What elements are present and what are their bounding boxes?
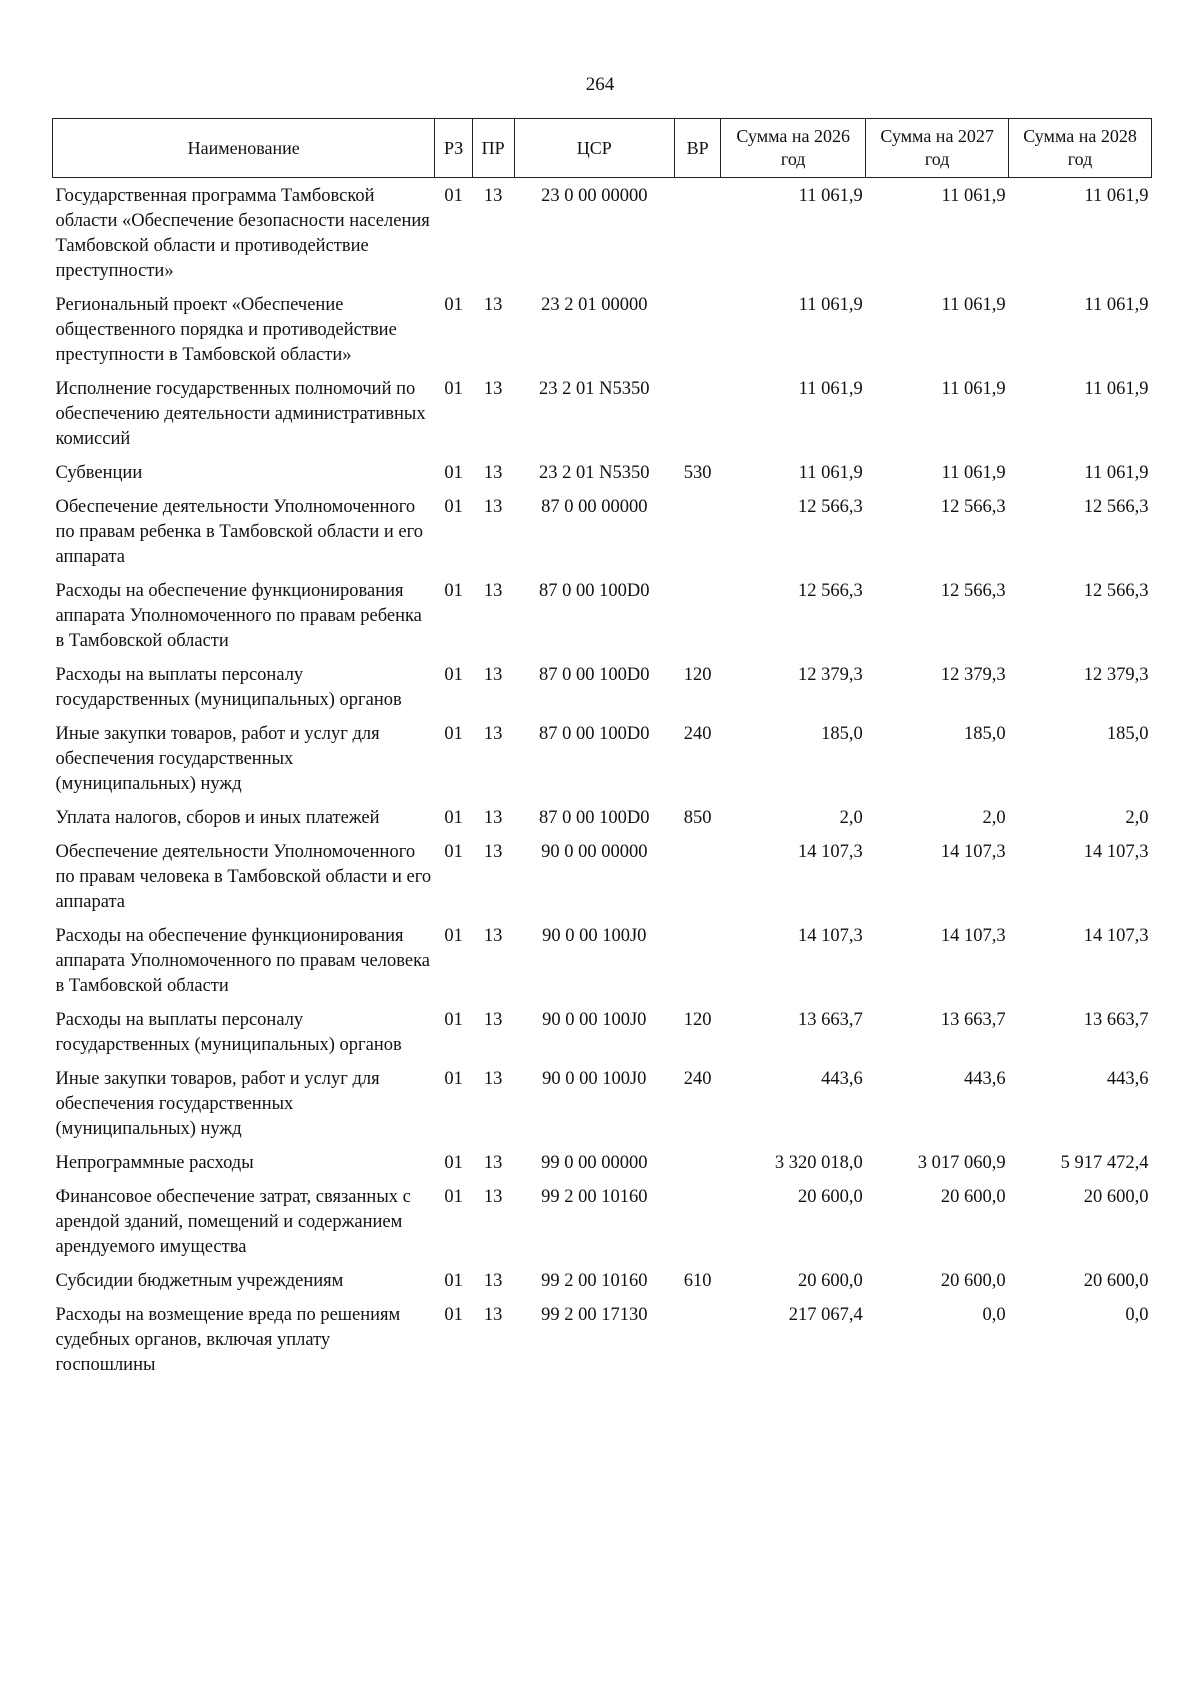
header-sum-2027: Сумма на 2027 год xyxy=(866,119,1009,178)
table-row xyxy=(53,371,1152,455)
row-csr: 90 0 00 100J0 xyxy=(542,1010,647,1030)
header-sum-2028: Сумма на 2028 год xyxy=(1009,119,1152,178)
row-name: Расходы на обеспечение функционирования аппарата Уполномоченного по правам ребенка в Тамбовской области xyxy=(55,581,422,651)
row-sum-2026: 443,6 xyxy=(821,1069,863,1089)
row-sum-2027: 12 566,3 xyxy=(940,581,1006,601)
row-rz: 01 xyxy=(444,581,463,601)
row-rz: 01 xyxy=(444,186,463,206)
row-sum-2027: 3 017 060,9 xyxy=(917,1153,1006,1173)
row-rz: 01 xyxy=(444,1187,463,1207)
row-csr: 23 2 01 N5350 xyxy=(539,379,650,399)
table-row xyxy=(53,489,1152,573)
table-row xyxy=(53,834,1152,918)
row-vr xyxy=(675,834,721,918)
row-name: Расходы на обеспечение функционирования аппарата Уполномоченного по правам человека в Тамбовской области xyxy=(55,926,430,996)
table-row xyxy=(53,1263,1152,1297)
row-rz: 01 xyxy=(444,1010,463,1030)
row-csr: 99 2 00 17130 xyxy=(541,1305,648,1325)
row-csr: 87 0 00 100D0 xyxy=(539,665,650,685)
row-pr: 13 xyxy=(483,1187,503,1207)
row-name: Расходы на выплаты персоналу государственных (муниципальных) органов xyxy=(55,665,402,710)
table-row xyxy=(53,800,1152,834)
row-rz: 01 xyxy=(444,463,463,483)
row-sum-2027: 12 379,3 xyxy=(940,665,1006,685)
row-sum-2026: 13 663,7 xyxy=(797,1010,863,1030)
row-vr xyxy=(675,1145,721,1179)
row-sum-2028: 2,0 xyxy=(1125,808,1149,828)
row-vr: 120 xyxy=(683,665,712,685)
row-sum-2026: 11 061,9 xyxy=(798,463,863,483)
row-sum-2028: 13 663,7 xyxy=(1083,1010,1149,1030)
row-csr: 99 0 00 00000 xyxy=(541,1153,648,1173)
row-sum-2026: 12 379,3 xyxy=(797,665,863,685)
table-row xyxy=(53,1145,1152,1179)
row-sum-2028: 14 107,3 xyxy=(1083,842,1149,862)
row-sum-2026: 185,0 xyxy=(821,724,863,744)
row-sum-2026: 217 067,4 xyxy=(788,1305,863,1325)
row-sum-2027: 13 663,7 xyxy=(940,1010,1006,1030)
table-row xyxy=(53,573,1152,657)
row-pr: 13 xyxy=(483,1153,503,1173)
row-sum-2026: 11 061,9 xyxy=(798,186,863,206)
row-sum-2028: 20 600,0 xyxy=(1083,1271,1149,1291)
row-csr: 87 0 00 100D0 xyxy=(539,724,650,744)
table-row xyxy=(53,455,1152,489)
row-vr: 240 xyxy=(683,1069,712,1089)
row-name: Иные закупки товаров, работ и услуг для обеспечения государственных (муниципальных) нужд xyxy=(55,1069,380,1139)
row-csr: 23 2 01 00000 xyxy=(541,295,648,315)
row-sum-2028: 5 917 472,4 xyxy=(1060,1153,1149,1173)
row-vr xyxy=(675,1297,721,1382)
row-name: Субвенции xyxy=(55,463,143,483)
row-pr: 13 xyxy=(483,724,503,744)
row-pr: 13 xyxy=(483,808,503,828)
row-name: Государственная программа Тамбовской области «Обеспечение безопасности населения Тамбовской области и противодействие преступности» xyxy=(55,186,430,281)
table-row xyxy=(53,287,1152,371)
row-pr: 13 xyxy=(483,926,503,946)
row-pr: 13 xyxy=(483,379,503,399)
row-sum-2026: 14 107,3 xyxy=(797,926,863,946)
budget-table xyxy=(52,118,1152,1382)
row-sum-2028: 11 061,9 xyxy=(1084,463,1149,483)
row-sum-2026: 14 107,3 xyxy=(797,842,863,862)
table-row xyxy=(53,178,1152,288)
row-vr: 850 xyxy=(683,808,712,828)
row-name: Уплата налогов, сборов и иных платежей xyxy=(55,808,380,828)
row-pr: 13 xyxy=(483,842,503,862)
row-csr: 87 0 00 100D0 xyxy=(539,581,650,601)
row-vr: 120 xyxy=(683,1010,712,1030)
row-name: Исполнение государственных полномочий по обеспечению деятельности административных комиссий xyxy=(55,379,426,449)
row-sum-2026: 3 320 018,0 xyxy=(774,1153,863,1173)
table-row xyxy=(53,716,1152,800)
row-sum-2028: 443,6 xyxy=(1106,1069,1149,1089)
row-vr xyxy=(675,371,721,455)
row-rz: 01 xyxy=(444,808,463,828)
row-sum-2028: 185,0 xyxy=(1106,724,1149,744)
row-csr: 99 2 00 10160 xyxy=(541,1187,648,1207)
row-sum-2028: 11 061,9 xyxy=(1084,186,1149,206)
row-sum-2028: 12 566,3 xyxy=(1083,497,1149,517)
row-sum-2028: 11 061,9 xyxy=(1084,379,1149,399)
row-sum-2027: 14 107,3 xyxy=(940,926,1006,946)
row-rz: 01 xyxy=(444,1153,463,1173)
table-header xyxy=(53,119,1152,178)
row-vr xyxy=(675,287,721,371)
row-sum-2028: 20 600,0 xyxy=(1083,1187,1149,1207)
table-row xyxy=(53,1179,1152,1263)
row-csr: 90 0 00 100J0 xyxy=(542,1069,647,1089)
row-name: Региональный проект «Обеспечение общественного порядка и противодействие преступности в Тамбовской области» xyxy=(55,295,397,365)
row-sum-2027: 443,6 xyxy=(963,1069,1006,1089)
table-row xyxy=(53,918,1152,1002)
row-rz: 01 xyxy=(444,926,463,946)
row-sum-2027: 185,0 xyxy=(963,724,1006,744)
table-row xyxy=(53,657,1152,716)
row-sum-2026: 2,0 xyxy=(839,808,863,828)
row-sum-2027: 11 061,9 xyxy=(941,379,1006,399)
row-csr: 90 0 00 00000 xyxy=(541,842,648,862)
header-sum-2026: Сумма на 2026 год xyxy=(721,119,866,178)
row-sum-2028: 14 107,3 xyxy=(1083,926,1149,946)
row-rz: 01 xyxy=(444,1305,463,1325)
row-vr xyxy=(675,918,721,1002)
row-csr: 99 2 00 10160 xyxy=(541,1271,648,1291)
row-pr: 13 xyxy=(483,497,503,517)
page-number: 264 xyxy=(585,74,615,95)
row-rz: 01 xyxy=(444,497,463,517)
row-pr: 13 xyxy=(483,186,503,206)
row-sum-2027: 12 566,3 xyxy=(940,497,1006,517)
row-rz: 01 xyxy=(444,379,463,399)
row-csr: 23 0 00 00000 xyxy=(541,186,648,206)
row-sum-2027: 20 600,0 xyxy=(940,1187,1006,1207)
row-vr: 530 xyxy=(683,463,712,483)
row-pr: 13 xyxy=(483,1069,503,1089)
row-rz: 01 xyxy=(444,1271,463,1291)
row-pr: 13 xyxy=(483,665,503,685)
row-name: Обеспечение деятельности Уполномоченного по правам ребенка в Тамбовской области и его аппарата xyxy=(55,497,423,567)
header-name: Наименование xyxy=(53,119,435,178)
row-name: Непрограммные расходы xyxy=(55,1153,254,1173)
row-sum-2027: 20 600,0 xyxy=(940,1271,1006,1291)
row-pr: 13 xyxy=(483,1271,503,1291)
row-rz: 01 xyxy=(444,724,463,744)
row-pr: 13 xyxy=(483,1305,503,1325)
row-pr: 13 xyxy=(483,463,503,483)
row-rz: 01 xyxy=(444,295,463,315)
row-sum-2026: 20 600,0 xyxy=(797,1187,863,1207)
row-rz: 01 xyxy=(444,1069,463,1089)
row-sum-2027: 14 107,3 xyxy=(940,842,1006,862)
row-sum-2027: 2,0 xyxy=(982,808,1006,828)
row-name: Расходы на выплаты персоналу государственных (муниципальных) органов xyxy=(55,1010,402,1055)
row-sum-2028: 11 061,9 xyxy=(1084,295,1149,315)
table-body xyxy=(53,178,1152,1383)
header-vr: ВР xyxy=(675,119,721,178)
row-name: Обеспечение деятельности Уполномоченного по правам человека в Тамбовской области и его аппарата xyxy=(55,842,432,912)
row-pr: 13 xyxy=(483,581,503,601)
row-rz: 01 xyxy=(444,842,463,862)
header-rz: РЗ xyxy=(435,119,472,178)
row-sum-2027: 11 061,9 xyxy=(941,295,1006,315)
row-sum-2026: 20 600,0 xyxy=(797,1271,863,1291)
table-row xyxy=(53,1297,1152,1382)
table-row xyxy=(53,1061,1152,1145)
row-rz: 01 xyxy=(444,665,463,685)
row-csr: 90 0 00 100J0 xyxy=(542,926,647,946)
row-name: Иные закупки товаров, работ и услуг для обеспечения государственных (муниципальных) нужд xyxy=(55,724,380,794)
row-name: Расходы на возмещение вреда по решениям судебных органов, включая уплату госпошлины xyxy=(55,1305,401,1375)
row-sum-2026: 11 061,9 xyxy=(798,295,863,315)
row-pr: 13 xyxy=(483,1010,503,1030)
row-vr xyxy=(675,1179,721,1263)
row-sum-2026: 11 061,9 xyxy=(798,379,863,399)
header-csr: ЦСР xyxy=(514,119,674,178)
row-sum-2027: 11 061,9 xyxy=(941,463,1006,483)
row-vr: 240 xyxy=(683,724,712,744)
row-sum-2027: 0,0 xyxy=(982,1305,1006,1325)
row-sum-2026: 12 566,3 xyxy=(797,581,863,601)
row-name: Финансовое обеспечение затрат, связанных с арендой зданий, помещений и содержанием арендуемого имущества xyxy=(55,1187,411,1257)
row-sum-2027: 11 061,9 xyxy=(941,186,1006,206)
row-pr: 13 xyxy=(483,295,503,315)
row-sum-2026: 12 566,3 xyxy=(797,497,863,517)
row-vr xyxy=(675,573,721,657)
row-vr: 610 xyxy=(683,1271,712,1291)
row-vr xyxy=(675,178,721,288)
row-csr: 87 0 00 100D0 xyxy=(539,808,650,828)
table-row xyxy=(53,1002,1152,1061)
row-csr: 87 0 00 00000 xyxy=(541,497,648,517)
row-csr: 23 2 01 N5350 xyxy=(539,463,650,483)
row-sum-2028: 0,0 xyxy=(1125,1305,1149,1325)
row-name: Субсидии бюджетным учреждениям xyxy=(55,1271,344,1291)
row-sum-2028: 12 379,3 xyxy=(1083,665,1149,685)
row-sum-2028: 12 566,3 xyxy=(1083,581,1149,601)
row-vr xyxy=(675,489,721,573)
header-pr: ПР xyxy=(472,119,514,178)
